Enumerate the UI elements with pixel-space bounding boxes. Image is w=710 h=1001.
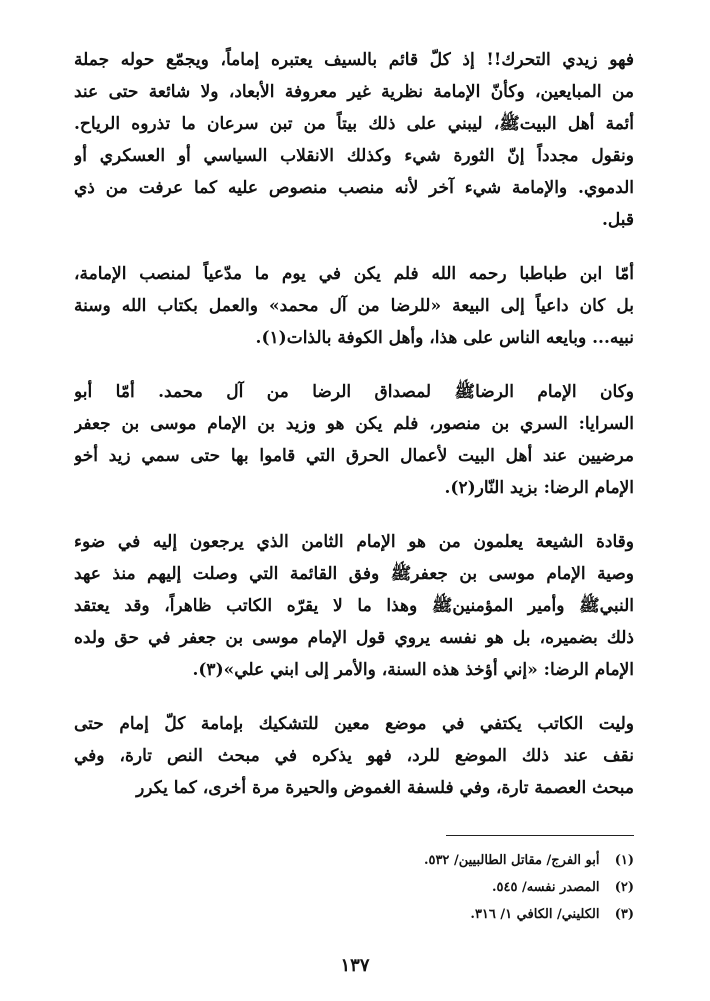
text-line: وقادة الشيعة يعلمون من هو الإمام الثامن الذي يرجعون إليه في ضوء [74,532,634,552]
text-line: الإمام الرضا: «إني أؤخذ هذه السنة، والأمر إلى ابني علي»(٣). [192,660,634,680]
text-line: نبيه... وبايعه الناس على هذا، وأهل الكوفة بالذات(١). [255,328,634,348]
body-text [74,44,634,804]
text-line: وصية الإمام موسى بن جعفرﷺ وفق القائمة التي وصلت إليهم منذ عهد [74,564,634,584]
page-number: ١٣٧ [340,955,370,976]
text-line: ذلك بضميره، بل هو نفسه يروي قول الإمام موسى بن جعفر في حق ولده [74,628,634,648]
paragraph [74,526,634,686]
text-line: نقف عند ذلك الموضع للرد، فهو يذكره في مبحث النص تارة، وفي [74,746,634,766]
footnote-3 [74,901,634,928]
footnote-number: (٢) [614,880,634,895]
text-line: وليت الكاتب يكتفي في موضع معين للتشكيك بإمامة كلّ إمام حتى [74,714,634,734]
footnote-2 [74,874,634,901]
text-line: بل كان داعياً إلى البيعة «للرضا من آل محمد» والعمل بكتاب الله وسنة [74,296,634,316]
footnote-divider [446,835,634,836]
paragraph [74,44,634,236]
paragraph [74,708,634,804]
text-line: مبحث العصمة تارة، وفي فلسفة الغموض والحيرة مرة أخرى، كما يكرر [136,778,634,798]
footnotes [74,847,634,928]
text-line: الدموي. والإمامة شيء آخر لأنه منصب منصوص عليه كما عرفت من ذي [74,178,634,198]
text-line: من المبايعين، وكأنّ الإمامة نظرية غير معروفة الأبعاد، ولا شائعة حتى عند [74,82,634,102]
text-line: السرايا: السري بن منصور، فلم يكن هو وزيد بن الإمام موسى بن جعفر [74,414,634,434]
footnote-number: (٣) [614,907,634,922]
text-line: أئمة أهل البيتﷺ، ليبني على ذلك بيتاً من تبن سرعان ما تذروه الرياح. [74,114,634,134]
text-line: النبيﷺ وأمير المؤمنينﷺ وهذا ما لا يقرّه الكاتب ظاهراً، وقد يعتقد [74,596,634,616]
footnote-1 [74,847,634,874]
footnote-text: أبو الفرج/ مقاتل الطالبيين/ ٥٣٢. [423,853,600,868]
text-line: ونقول مجدداً إنّ الثورة شيء وكذلك الانقلاب السياسي أو العسكري أو [74,146,634,166]
book-page [74,44,634,984]
text-line: الإمام الرضا: بزيد النّار(٢). [444,478,634,498]
text-line: فهو زيدي التحرك!! إذ كلّ قائم بالسيف يعتبره إماماً، ويجمّع حوله جملة [74,50,634,70]
footnote-text: الكليني/ الكافي ١/ ٣١٦. [470,907,600,922]
text-line: أمّا ابن طباطبا رحمه الله فلم يكن في يوم ما مدّعياً لمنصب الإمامة، [74,264,634,284]
footnote-text: المصدر نفسه/ ٥٤٥. [491,880,600,895]
paragraph [74,258,634,354]
text-line: قبل. [601,210,634,230]
text-line: مرضيين عند أهل البيت لأعمال الحرق التي قاموا بها حتى سمي زيد أخو [74,446,634,466]
footnote-number: (١) [614,853,634,868]
paragraph [74,376,634,504]
text-line: وكان الإمام الرضاﷺ لمصداق الرضا من آل محمد. أمّا أبو [74,382,634,402]
